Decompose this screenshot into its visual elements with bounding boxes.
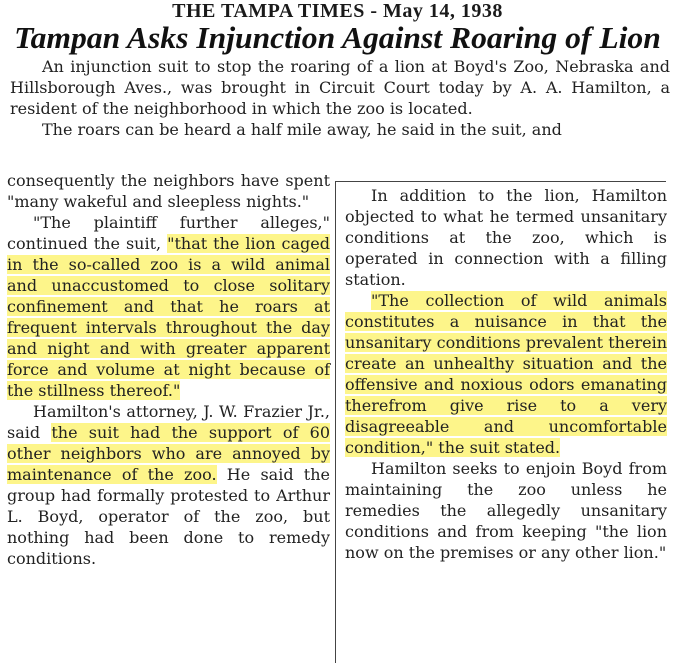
article-headline: Tampan Asks Injunction Against Roaring of Lion [14, 20, 661, 55]
left-paragraph-continuation: consequently the neighbors have spent "many wakeful and sleepless nights." [7, 171, 330, 211]
highlighted-allegation: "that the lion caged in the so-called zoo is a wild animal and unaccustomed to close solitary confinement and that he roars at frequent intervals throughout the day and night and with greater apparent force and volume at night because of the stillness thereof." [7, 234, 330, 400]
right-column [345, 185, 667, 563]
second-paragraph-lead: The roars can be heard a half mile away, he said in the suit, and [42, 120, 562, 139]
attorney-outro: He said the group had formally protested to Arthur L. Boyd, operator of the zoo, but nothing had been done to remedy conditions. [7, 465, 330, 568]
column-top-rule [336, 181, 666, 182]
column-divider [335, 181, 336, 663]
highlighted-support: the suit had the support of 60 other neighbors who are annoyed by maintenance of the zoo. [7, 423, 330, 484]
right-paragraph-enjoin: Hamilton seeks to enjoin Boyd from maintaining the zoo unless he remedies the allegedly unsanitary conditions and from keeping "the lion now on the premises or any other lion." [345, 459, 667, 562]
right-paragraph-sanitary: In addition to the lion, Hamilton objected to what he termed unsanitary conditions at the zoo, which is operated in connection with a filling station. [345, 186, 667, 289]
left-paragraph-attorney [7, 401, 330, 569]
newspaper-masthead: THE TAMPA TIMES - May 14, 1938 [172, 0, 503, 22]
left-paragraph-allegation [7, 212, 330, 401]
full-width-lead [10, 56, 670, 140]
left-column [7, 170, 330, 569]
attorney-intro: Hamilton's attorney, J. W. Frazier Jr., said [7, 402, 330, 442]
allegation-intro: "The plaintiff further alleges," continued the suit, [7, 213, 330, 253]
highlighted-nuisance: "The collection of wild animals constitutes a nuisance in that the unsanitary conditions prevalent therein create an unhealthy situation and the offensive and noxious odors emanating therefrom give rise to a very disagreeable and uncomfortable condition," the suit stated. [345, 291, 667, 457]
lead-paragraph: An injunction suit to stop the roaring of a lion at Boyd's Zoo, Nebraska and Hillsborough Aves., was brought in Circuit Court today by A. A. Hamilton, a resident of the neighborhood in which the zoo is located. [10, 57, 670, 118]
right-paragraph-nuisance [345, 290, 667, 458]
